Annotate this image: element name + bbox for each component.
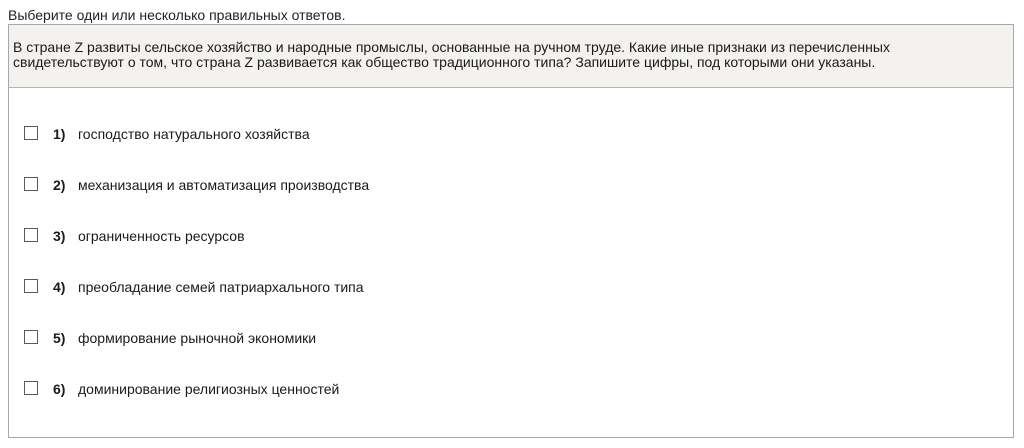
option-2-number: 2)	[53, 177, 66, 193]
option-6-label[interactable]: доминирование религиозных ценностей	[78, 381, 340, 397]
option-4-checkbox[interactable]	[24, 279, 38, 293]
question-text	[9, 25, 1013, 88]
instruction-text: Выберите один или несколько правильных ответов.	[8, 7, 346, 23]
option-4-label[interactable]: преобладание семей патриархального типа	[78, 279, 364, 295]
option-6-checkbox[interactable]	[24, 381, 38, 395]
option-6-number: 6)	[53, 381, 66, 397]
option-1-checkbox[interactable]	[24, 126, 38, 140]
option-1-label[interactable]: господство натурального хозяйства	[78, 126, 310, 142]
option-5-label[interactable]: формирование рыночной экономики	[78, 330, 317, 346]
quiz-panel	[8, 24, 1014, 438]
question-line-2: свидетельствуют о том, что страна Z развивается как общество традиционного типа? Запишите цифры, под которыми они указаны.	[13, 54, 876, 70]
option-5-number: 5)	[53, 330, 66, 346]
question-line-1: В стране Z развиты сельское хозяйство и народные промыслы, основанные на ручном труде. Какие иные признаки из перечисленных	[13, 39, 890, 55]
option-1-number: 1)	[53, 126, 66, 142]
option-2-checkbox[interactable]	[24, 177, 38, 191]
option-3-checkbox[interactable]	[24, 228, 38, 242]
option-2-label[interactable]: механизация и автоматизация производства	[78, 177, 370, 193]
option-4-number: 4)	[53, 279, 66, 295]
option-3-label[interactable]: ограниченность ресурсов	[78, 228, 245, 244]
option-5-checkbox[interactable]	[24, 330, 38, 344]
option-3-number: 3)	[53, 228, 66, 244]
